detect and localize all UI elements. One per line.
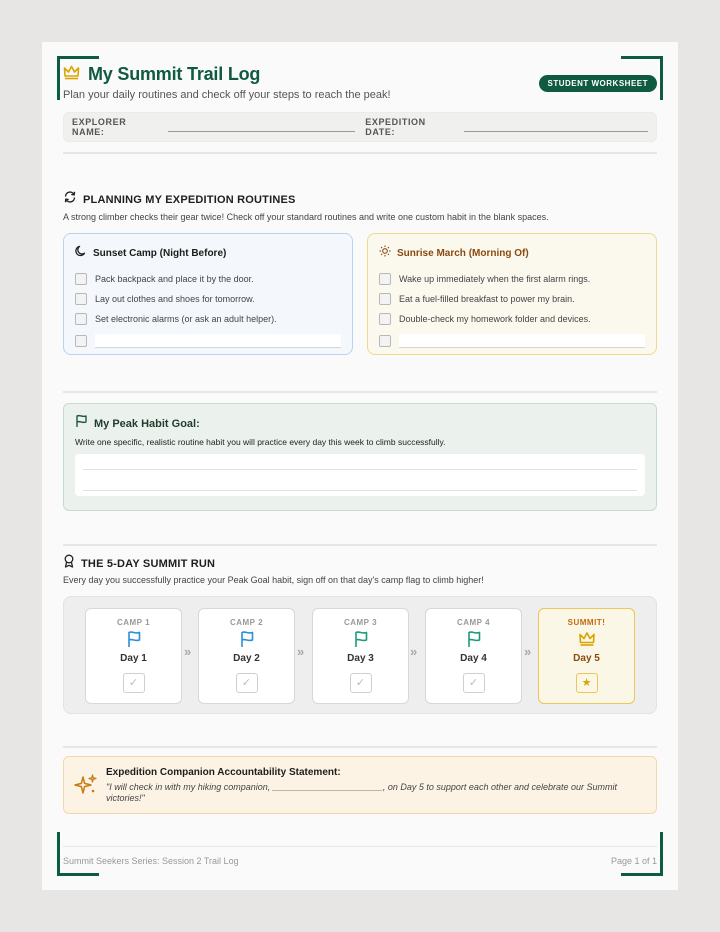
task-checkbox[interactable] — [379, 273, 391, 285]
planning-section-header — [63, 190, 296, 209]
summit-card — [538, 608, 635, 704]
footer-divider — [63, 846, 657, 847]
camp-day: Day 2 — [233, 653, 260, 664]
refresh-icon — [63, 190, 77, 209]
list-item — [75, 309, 341, 329]
summit-run-section-description: Every day you successfully practice your Peak Goal habit, sign off on that day's camp flag to climb higher! — [63, 575, 484, 585]
accountability-statement-text: "I will check in with my hiking companion, ______________________, on Day 5 to support each other and celebrate our Summit victories!" — [106, 782, 618, 803]
sunset-camp-card — [63, 233, 353, 355]
divider — [63, 544, 657, 546]
accountability-statement-box — [63, 756, 657, 814]
sunset-camp-title: Sunset Camp (Night Before) — [93, 247, 227, 259]
custom-habit-field[interactable] — [399, 334, 645, 348]
camp-card-1 — [85, 608, 182, 704]
summit-signoff-checkbox[interactable]: ★ — [576, 673, 598, 693]
double-chevron-right-icon: » — [184, 644, 192, 659]
task-checkbox[interactable] — [75, 293, 87, 305]
flag-icon — [75, 414, 88, 433]
camp-day: Day 1 — [120, 653, 147, 664]
writing-line — [83, 490, 637, 491]
list-item — [379, 269, 645, 289]
divider — [63, 391, 657, 393]
footer-page-number: Page 1 of 1 — [610, 856, 657, 866]
peak-habit-goal-title: My Peak Habit Goal: — [94, 417, 200, 430]
sunrise-march-title: Sunrise March (Morning Of) — [397, 247, 529, 259]
task-label: Pack backpack and place it by the door. — [95, 274, 254, 284]
sun-icon — [379, 244, 391, 262]
list-item — [379, 289, 645, 309]
task-label: Wake up immediately when the first alarm rings. — [399, 274, 591, 284]
crown-icon — [539, 630, 634, 650]
task-checkbox[interactable] — [75, 313, 87, 325]
custom-habit-row — [75, 334, 341, 348]
peak-habit-goal-header — [75, 414, 645, 433]
camp-day: Day 3 — [347, 653, 374, 664]
summit-run-section-header — [63, 554, 215, 573]
sunrise-march-header — [379, 244, 645, 262]
flag-icon — [86, 630, 181, 650]
worksheet-page — [42, 42, 678, 890]
corner-bracket-bottom-right — [621, 832, 663, 876]
expedition-date-label: EXPEDITION DATE: — [365, 117, 426, 137]
student-worksheet-badge: STUDENT WORKSHEET — [539, 75, 658, 92]
award-ribbon-icon — [63, 554, 75, 573]
page-title: My Summit Trail Log — [88, 64, 261, 84]
task-label: Eat a fuel-filled breakfast to power my brain. — [399, 294, 575, 304]
flag-icon — [199, 630, 294, 650]
peak-habit-goal-field[interactable] — [75, 454, 645, 496]
custom-habit-field[interactable] — [95, 334, 341, 348]
explorer-info-bar — [63, 112, 657, 142]
summit-label: SUMMIT! — [567, 618, 606, 627]
peak-habit-goal-box — [63, 403, 657, 511]
list-item — [75, 289, 341, 309]
camp-label: CAMP 3 — [343, 618, 378, 627]
double-chevron-right-icon: » — [297, 644, 305, 659]
list-item — [379, 309, 645, 329]
sunrise-march-card — [367, 233, 657, 355]
camp-label: CAMP 4 — [456, 618, 491, 627]
camp-day: Day 4 — [460, 653, 487, 664]
crown-icon — [63, 64, 80, 85]
double-chevron-right-icon: » — [410, 644, 418, 659]
explorer-name-field[interactable] — [168, 122, 355, 132]
camp-signoff-checkbox[interactable]: ✓ — [463, 673, 485, 693]
camp-card-3 — [312, 608, 409, 704]
sparkles-icon — [74, 773, 98, 802]
planning-section-description: A strong climber checks their gear twice! Check off your standard routines and write one custom habit in the blank spaces. — [63, 212, 549, 222]
task-checkbox[interactable] — [379, 293, 391, 305]
task-checkbox[interactable] — [379, 313, 391, 325]
custom-habit-checkbox[interactable] — [379, 335, 391, 347]
sunset-camp-header — [75, 244, 341, 262]
task-label: Double-check my homework folder and devices. — [399, 314, 591, 324]
divider — [63, 152, 657, 154]
writing-line — [83, 469, 637, 470]
expedition-date-field[interactable] — [464, 122, 648, 132]
task-label: Lay out clothes and shoes for tomorrow. — [95, 294, 255, 304]
peak-habit-goal-description: Write one specific, realistic routine habit you will practice every day this week to climb successfully. — [75, 437, 446, 447]
custom-habit-row — [379, 334, 645, 348]
flag-icon — [313, 630, 408, 650]
page-subtitle: Plan your daily routines and check off your steps to reach the peak! — [63, 89, 391, 101]
explorer-name-label: EXPLORER NAME: — [72, 117, 127, 137]
accountability-statement-title: Expedition Companion Accountability Statement: — [106, 767, 341, 778]
divider — [63, 746, 657, 748]
footer-series-name: Summit Seekers Series: Session 2 Trail Log — [63, 856, 239, 866]
camp-card-2 — [198, 608, 295, 704]
summit-run-track — [63, 596, 657, 714]
flag-icon — [426, 630, 521, 650]
double-chevron-right-icon: » — [524, 644, 532, 659]
title-row — [63, 64, 260, 85]
moon-icon — [75, 244, 87, 262]
camp-label: CAMP 2 — [229, 618, 264, 627]
camp-signoff-checkbox[interactable]: ✓ — [236, 673, 258, 693]
planning-section-title: PLANNING MY EXPEDITION ROUTINES — [83, 193, 296, 206]
custom-habit-checkbox[interactable] — [75, 335, 87, 347]
camp-signoff-checkbox[interactable]: ✓ — [123, 673, 145, 693]
task-label: Set electronic alarms (or ask an adult helper). — [95, 314, 277, 324]
summit-run-section-title: THE 5-DAY SUMMIT RUN — [81, 557, 216, 570]
corner-bracket-bottom-left — [57, 832, 99, 876]
camp-signoff-checkbox[interactable]: ✓ — [350, 673, 372, 693]
camp-card-4 — [425, 608, 522, 704]
task-checkbox[interactable] — [75, 273, 87, 285]
camp-label: CAMP 1 — [116, 618, 151, 627]
list-item — [75, 269, 341, 289]
camp-day: Day 5 — [573, 653, 600, 664]
